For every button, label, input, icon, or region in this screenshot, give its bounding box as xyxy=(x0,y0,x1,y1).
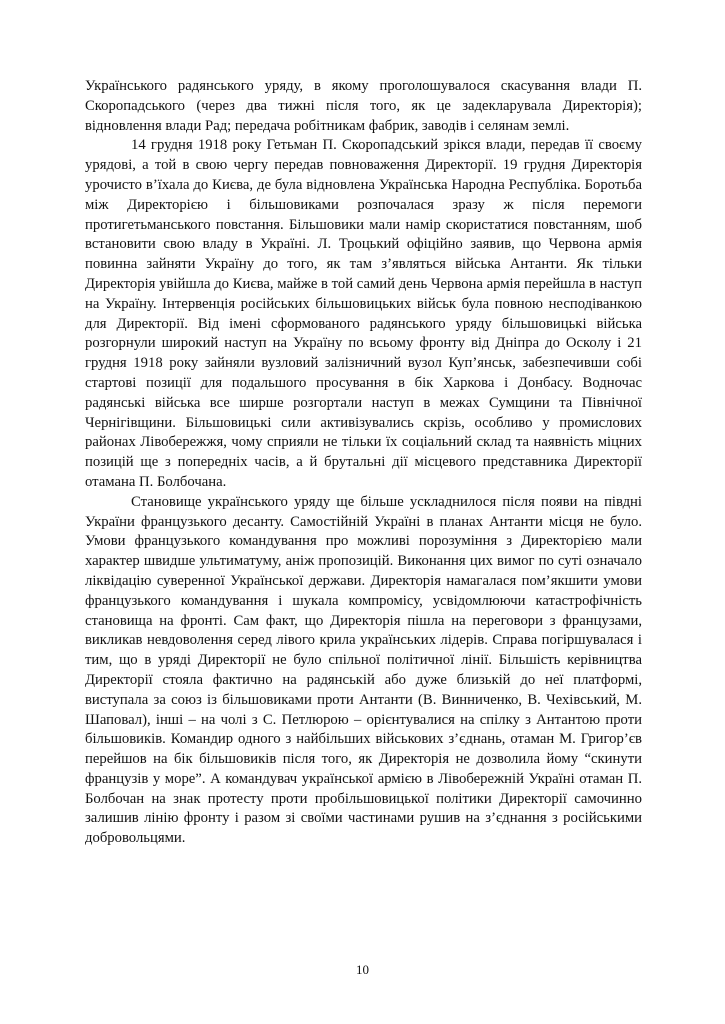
paragraph-3: Становище українського уряду ще більше ускладнилося після появи на півдні України французького десанту. Самостійній Україні в планах Антанти місця не було. Умови французького командування про можливі порозуміння з Директорією мали характер швидше ультиматуму, аніж пропозицій. Виконання цих вимог по суті означало ліквідацію суверенної Української держави. Директорія намагалася пом’якшити умови французького командування і шукала компромісу, усвідомлюючи катастрофічність становища на фронті. Сам факт, що Директорія пішла на переговори з французами, викликав невдоволення серед лівого крила українських лідерів. Справа погіршувалася і тим, що в уряді Директорії не було спільної політичної лінії. Більшість керівництва Директорії стояла фактично на радянській або дуже близькій до неї платформі, виступала за союз із більшовиками проти Антанти (В. Винниченко, В. Чехівський, М. Шаповал), інші – на чолі з С. Петлюрою – орієнтувалися на спілку з Антантою проти більшовиків. Командир одного з найбільших військових з’єднань, отаман М. Григор’єв перейшов на бік більшовиків після того, як Директорія не дозволила йому “скинути французів у море”. А командувач української армією в Лівобережній Україні отаман П. Болбочан на знак протесту проти пробільшовицької політики Директорії самочинно залишив лінію фронту і разом зі своїми частинами рушив на з’єднання з російськими добровольцями. xyxy=(85,493,642,847)
page-number: 10 xyxy=(356,962,369,977)
paragraph-2: 14 грудня 1918 року Гетьман П. Скоропадський зрікся влади, передав її своєму урядові, а той в свою чергу передав повноваження Директорії. 19 грудня Директорія урочисто в’їхала до Києва, де була відновлена Українська Народна Республіка. Боротьба між Директорією і більшовиками розпочалася зразу ж після перемоги протигетьманського повстання. Більшовики мали намір скористатися повстанням, шоб встановити свою владу в Україні. Л. Троцький офіційно заявив, що Червона армія повинна зайняти Україну до того, як там з’являться війська Антанти. Як тільки Директорія увійшла до Києва, майже в той самий день Червона армія перейшла в наступ на Україну. Інтервенція російських більшовицьких військ була повною несподіванкою для Директорії. Від імені сформованого радянського уряду більшовицькі війська розгорнули широкий наступ на Україну по всьому фронту від Дніпра до Осколу і 21 грудня 1918 року зайняли вузловий залізничний вузол Куп’янськ, забезпечивши собі стартові позиції для подальшого просування в бік Харкова і Донбасу. Водночас радянські війська все ширше розгортали наступ в межах Сумщини та Північної Чернігівщини. Більшовицькі сили активізувались скрізь, особливо у промислових районах Лівобережжя, чому сприяли не тільки їх соціальний склад та наявність міцних позицій ще з попередніх часів, а й брутальні дії місцевого представника Директорії отамана П. Болбочана. xyxy=(85,137,642,490)
document-body xyxy=(85,77,642,849)
paragraph-1: Українського радянського уряду, в якому проголошувалося скасування влади П. Скоропадського (через два тижні після того, як це задекларувала Директорія); відновлення влади Рад; передача робітникам фабрик, заводів і селянам землі. xyxy=(85,78,642,134)
